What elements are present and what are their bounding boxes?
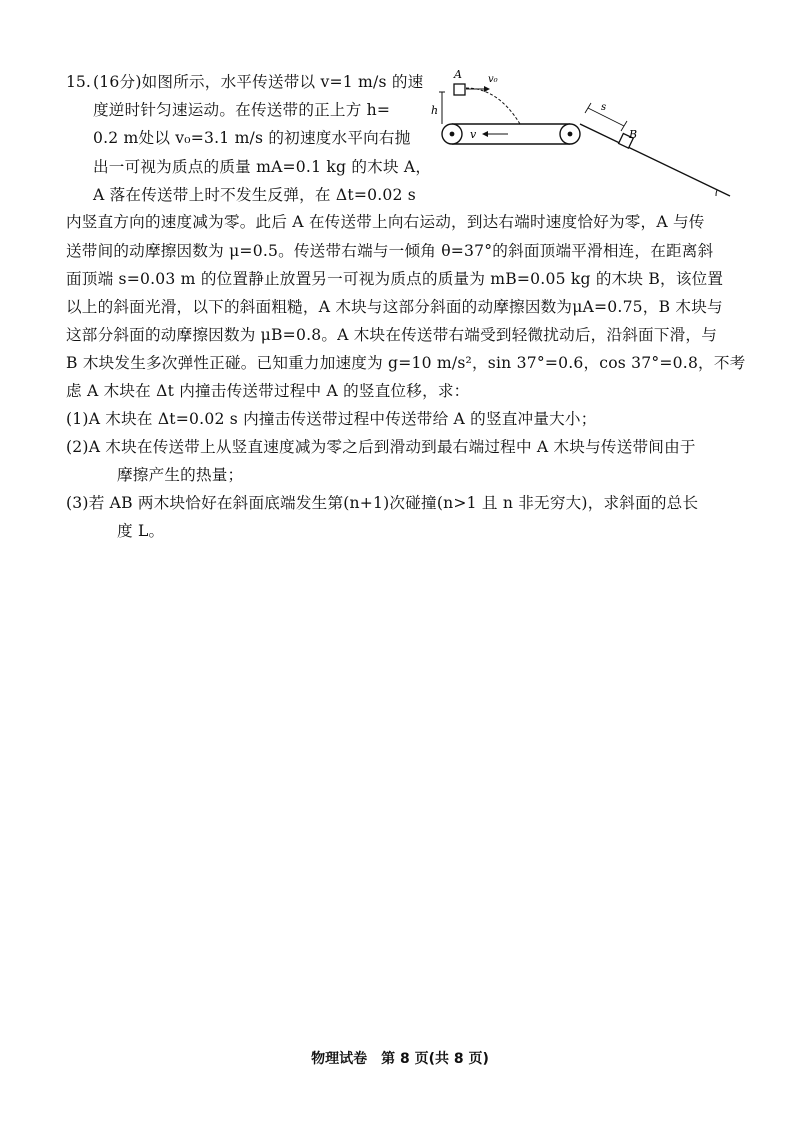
question-line-10: 这部分斜面的动摩擦因数为 μB=0.8。A 木块在传送带右端受到轻微扰动后，沿斜面下滑，与 (66, 326, 718, 344)
block-a (454, 84, 465, 95)
left-pulley-axle (450, 132, 455, 137)
question-line-8: 面顶端 s=0.03 m 的位置静止放置另一可视为质点的质量为 mB=0.05 kg 的木块 B，该位置 (66, 270, 724, 288)
label-h: h (431, 104, 439, 117)
conveyor-incline-diagram (428, 66, 738, 216)
question-line-11: B 木块发生多次弹性正碰。已知重力加速度为 g=10 m/s²，sin 37°=0.6，cos 37°=0.8，不考 (66, 354, 746, 372)
belt-velocity-arrowhead (482, 131, 488, 137)
label-b: B (629, 128, 638, 141)
label-a: A (454, 68, 462, 81)
question-line-2: 度逆时针匀速运动。在传送带的正上方 h= (93, 101, 391, 119)
label-s: s (601, 102, 607, 113)
v0-arrowhead (484, 86, 490, 92)
question-line-1: (16分)如图所示，水平传送带以 v=1 m/s 的速 (93, 73, 424, 91)
incline-surface (580, 124, 730, 196)
part-3-continued: 度 L。 (117, 522, 165, 540)
question-line-4: 出一可视为质点的质量 mA=0.1 kg 的木块 A， (93, 158, 432, 176)
part-1: (1)A 木块在 Δt=0.02 s 内撞击传送带过程中传送带给 A 的竖直冲量大小； (66, 410, 597, 428)
question-line-3: 0.2 m处以 v₀=3.1 m/s 的初速度水平向右抛 (93, 129, 411, 147)
question-line-12: 虑 A 木块在 Δt 内撞击传送带过程中 A 的竖直位移，求： (66, 382, 470, 400)
part-3: (3)若 AB 两木块恰好在斜面底端发生第(n+1)次碰撞(n>1 且 n 非无穷大)，求斜面的总长 (66, 494, 699, 512)
question-line-5: A 落在传送带上时不发生反弹，在 Δt=0.02 s (93, 186, 416, 204)
question-number: 15. (66, 73, 91, 91)
trajectory-dashed (466, 88, 520, 124)
angle-arc (716, 190, 717, 196)
part-2: (2)A 木块在传送带上从竖直速度减为零之后到滑动到最右端过程中 A 木块与传送带间由于 (66, 438, 696, 456)
s-dim-tick-right (621, 121, 627, 131)
label-v0: v₀ (488, 74, 498, 85)
question-line-9: 以上的斜面光滑，以下的斜面粗糙，A 木块与这部分斜面的动摩擦因数为μA=0.75，B 木块与 (66, 298, 723, 316)
part-2-continued: 摩擦产生的热量； (117, 466, 244, 484)
page-footer: 物理试卷 第 8 页(共 8 页) (311, 1051, 489, 1067)
question-line-6: 内竖直方向的速度减为零。此后 A 在传送带上向右运动，到达右端时速度恰好为零，A 与传 (66, 213, 705, 231)
label-v: v (470, 128, 477, 141)
s-dim-tick-left (585, 103, 591, 113)
question-line-7: 送带间的动摩擦因数为 μ=0.5。传送带右端与一倾角 θ=37°的斜面顶端平滑相连，在距离斜 (66, 242, 714, 260)
right-pulley-axle (568, 132, 573, 137)
